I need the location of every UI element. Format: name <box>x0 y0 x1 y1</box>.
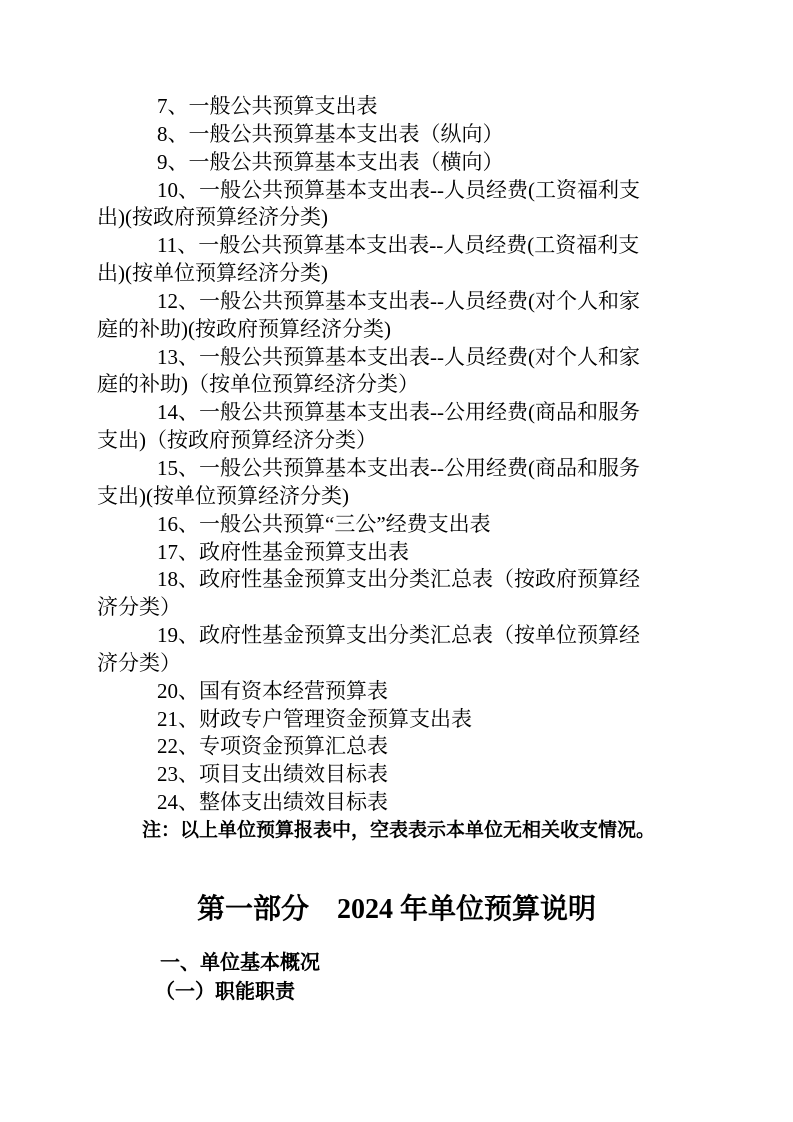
list-item-line-15-cont: 支出)(按单位预算经济分类) <box>97 483 349 508</box>
list-item-line-18-cont: 济分类） <box>97 595 181 620</box>
list-item-line-11-cont: 出)(按单位预算经济分类) <box>97 261 328 286</box>
budget-table-list <box>97 93 747 845</box>
list-item-line-24: 24、整体支出绩效目标表 <box>157 790 388 815</box>
list-item-line-12-cont: 庭的补助)(按政府预算经济分类) <box>97 316 391 341</box>
list-item-line-21: 21、财政专户管理资金预算支出表 <box>157 706 472 731</box>
list-item-line-9: 9、一般公共预算基本支出表（横向） <box>157 149 504 174</box>
list-item-line-8: 8、一般公共预算基本支出表（纵向） <box>157 121 504 146</box>
list-item-line-15: 15、一般公共预算基本支出表--公用经费(商品和服务 <box>157 455 640 480</box>
note-line: 注：以上单位预算报表中，空表表示本单位无相关收支情况。 <box>142 819 656 841</box>
list-item-line-10: 10、一般公共预算基本支出表--人员经费(工资福利支 <box>157 177 640 202</box>
list-item-line-18: 18、政府性基金预算支出分类汇总表（按政府预算经 <box>157 567 640 592</box>
list-item-line-12: 12、一般公共预算基本支出表--人员经费(对个人和家 <box>157 288 640 313</box>
list-item-line-14: 14、一般公共预算基本支出表--公用经费(商品和服务 <box>157 400 640 425</box>
list-item-line-16: 16、一般公共预算“三公”经费支出表 <box>157 511 491 536</box>
list-item-line-13-cont: 庭的补助)（按单位预算经济分类） <box>97 372 419 397</box>
part-one-heading: 第一部分 2024 年单位预算说明 <box>196 894 596 925</box>
list-item-line-11: 11、一般公共预算基本支出表--人员经费(工资福利支 <box>157 233 640 258</box>
list-item-line-19: 19、政府性基金预算支出分类汇总表（按单位预算经 <box>157 623 640 648</box>
list-item-line-22: 22、专项资金预算汇总表 <box>157 734 388 759</box>
list-item-line-20: 20、国有资本经营预算表 <box>157 678 388 703</box>
list-item-line-23: 23、项目支出绩效目标表 <box>157 762 388 787</box>
subheading-unit-basic-overview: 一、单位基本概况 <box>160 952 320 974</box>
list-item-line-7: 7、一般公共预算支出表 <box>157 94 378 118</box>
list-item-line-13: 13、一般公共预算基本支出表--人员经费(对个人和家 <box>157 344 640 369</box>
list-item-line-17: 17、政府性基金预算支出表 <box>157 539 409 564</box>
list-item-line-19-cont: 济分类） <box>97 650 181 675</box>
list-item-line-10-cont: 出)(按政府预算经济分类) <box>97 205 328 230</box>
list-item-line-14-cont: 支出)（按政府预算经济分类） <box>97 428 377 453</box>
subheading-duties-responsibilities: （一）职能职责 <box>155 981 295 1003</box>
